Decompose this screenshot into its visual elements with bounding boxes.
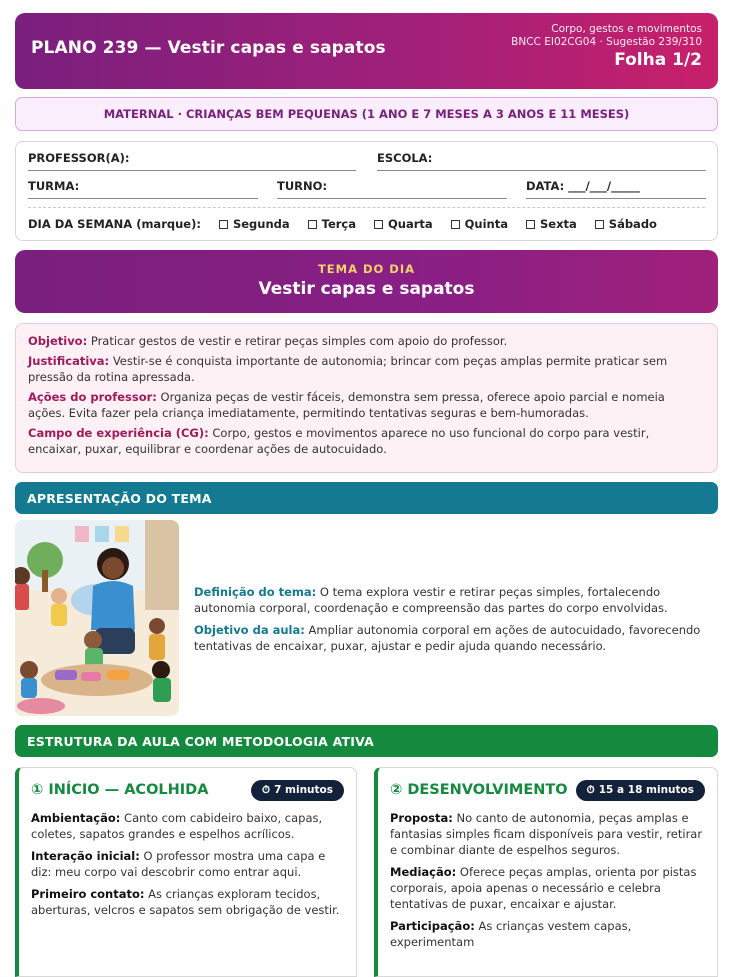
day-option-terca[interactable]: Terça xyxy=(308,217,356,231)
day-option-segunda[interactable]: Segunda xyxy=(219,217,290,231)
stopwatch-icon: ⏱ xyxy=(261,783,271,796)
header-meta xyxy=(511,23,702,70)
stage-item: Ambientação: Canto com cabideiro baixo, capas, coletes, sapatos grandes e espelhos acrílicos. xyxy=(31,811,323,841)
duration-badge: ⏱ 15 a 18 minutos xyxy=(576,780,705,801)
duration-badge: ⏱ 7 minutos xyxy=(251,780,344,801)
stage-card-start xyxy=(15,767,357,977)
date-field[interactable]: DATA: ___/___/_____ xyxy=(526,179,706,199)
classroom-dressing-illustration xyxy=(15,520,179,716)
stage-title: ② DESENVOLVIMENTO xyxy=(390,782,568,798)
school-field[interactable]: ESCOLA: xyxy=(377,151,706,171)
goals-box xyxy=(15,323,718,473)
stage-card-development xyxy=(374,767,718,977)
day-option-sexta[interactable]: Sexta xyxy=(526,217,577,231)
class-field[interactable]: TURMA: xyxy=(28,179,258,199)
teacher-field[interactable]: PROFESSOR(A): xyxy=(28,151,356,171)
stage-title: ① INÍCIO — ACOLHIDA xyxy=(31,782,209,798)
experience-field-paragraph: Campo de experiência (CG): Corpo, gestos e movimentos aparece no uso funcional do corpo para vestir, encaixar, puxar, equilibrar e coordenar ações de autocuidado. xyxy=(28,426,650,456)
sheet-number: Folha 1/2 xyxy=(614,50,702,70)
stage-item: Primeiro contato: As crianças exploram tecidos, aberturas, velcros e sapatos sem obrigação de vestir. xyxy=(31,887,340,917)
stage-item: Interação inicial: O professor mostra uma capa e diz: meu corpo vai descobrir como entrar aqui. xyxy=(31,849,326,879)
checkbox[interactable] xyxy=(219,220,228,229)
checkbox[interactable] xyxy=(451,220,460,229)
form-divider xyxy=(28,207,705,208)
theme-label: TEMA DO DIA xyxy=(317,262,416,276)
day-option-quinta[interactable]: Quinta xyxy=(451,217,508,231)
stage-item: Participação: As crianças vestem capas, experimentam xyxy=(390,919,632,949)
stopwatch-icon: ⏱ xyxy=(586,783,595,796)
stage-item: Mediação: Oferece peças amplas, orienta por pistas corporais, apoia apenas o necessário e celebra tentativas de puxar, encaixar e ajustar. xyxy=(390,865,697,911)
shift-field[interactable]: TURNO: xyxy=(277,179,507,199)
bncc-code: BNCC EI02CG04 · Sugestão 239/310 xyxy=(511,36,702,48)
teacher-actions-paragraph: Ações do professor: Organiza peças de vestir fáceis, demonstra sem pressa, oferece apoio parcial e nomeia ações. Evita fazer pela criança imediatamente, permitindo tentativas seguras e bem-humoradas. xyxy=(28,390,665,420)
theme-banner xyxy=(15,250,718,313)
presentation-text xyxy=(194,584,704,660)
stage-item: Proposta: No canto de autonomia, peças amplas e fantasias simples ficam disponíveis para vestir, retirar e combinar diante de espelhos seguros. xyxy=(390,811,703,857)
identification-form xyxy=(15,141,718,241)
checkbox[interactable] xyxy=(526,220,535,229)
lesson-objective: Objetivo da aula: Ampliar autonomia corporal em ações de autocuidado, favorecendo tentativas de encaixar, puxar, ajustar e pedir ajuda quando necessário. xyxy=(194,623,701,653)
theme-name: Vestir capas e sapatos xyxy=(258,279,475,299)
plan-header xyxy=(15,13,718,89)
weekday-label: DIA DA SEMANA (marque): xyxy=(28,217,201,231)
age-level-banner: MATERNAL · CRIANÇAS BEM PEQUENAS (1 ANO E 7 MESES A 3 ANOS E 11 MESES) xyxy=(15,97,718,131)
weekday-selector xyxy=(28,217,657,231)
plan-title: PLANO 239 — Vestir capas e sapatos xyxy=(31,38,386,58)
day-option-sabado[interactable]: Sábado xyxy=(595,217,657,231)
checkbox[interactable] xyxy=(374,220,383,229)
justification-paragraph: Justificativa: Vestir-se é conquista importante de autonomia; brincar com peças amplas permite praticar sem pressão da rotina apressada. xyxy=(28,354,668,384)
objective-paragraph: Objetivo: Praticar gestos de vestir e retirar peças simples com apoio do professor. xyxy=(28,334,508,348)
experience-field-label: Corpo, gestos e movimentos xyxy=(551,23,702,35)
theme-definition: Definição do tema: O tema explora vestir e retirar peças simples, fortalecendo autonomia corporal, coordenação e compreensão das partes do corpo envolvidas. xyxy=(194,585,668,615)
day-option-quarta[interactable]: Quarta xyxy=(374,217,433,231)
lesson-structure-heading: ESTRUTURA DA AULA COM METODOLOGIA ATIVA xyxy=(15,725,718,757)
presentation-heading: APRESENTAÇÃO DO TEMA xyxy=(15,482,718,514)
checkbox[interactable] xyxy=(595,220,604,229)
checkbox[interactable] xyxy=(308,220,317,229)
